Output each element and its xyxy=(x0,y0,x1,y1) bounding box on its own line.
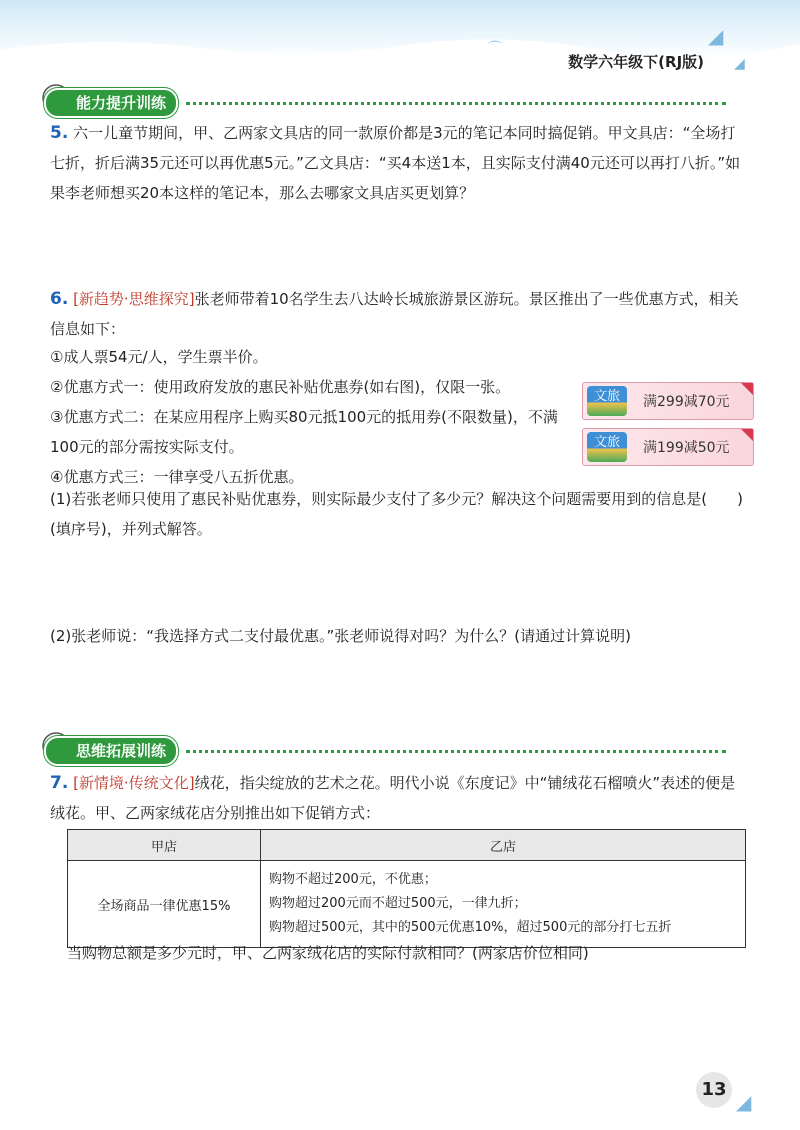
question-number: 6. xyxy=(50,289,69,309)
question-number: 5. xyxy=(50,123,69,143)
section-heading-thinking xyxy=(44,736,726,766)
question-6-intro xyxy=(50,284,750,344)
culture-tourism-icon: 文旅 xyxy=(587,386,627,416)
info-item: ④优惠方式三：一律享受八五折优惠。 xyxy=(50,468,304,486)
info-item: ②优惠方式一：使用政府发放的惠民补贴优惠券(如右图)，仅限一张。 xyxy=(50,378,511,396)
page-header-title: 数学六年级下(RJ版) xyxy=(568,53,704,71)
dotted-divider xyxy=(186,750,726,753)
dolphin-icon: ◢ xyxy=(736,1090,752,1114)
question-tag: [新趋势·思维探究] xyxy=(73,290,195,308)
dolphin-icon: ◢ xyxy=(734,56,745,72)
question-6-items xyxy=(50,342,570,492)
question-text: 张老师带着10名学生去八达岭长城旅游景区游玩。景区推出了一些优惠方式，相关信息如下： xyxy=(50,290,739,338)
question-6-part-1: (1)若张老师只使用了惠民补贴优惠券，则实际最少支付了多少元？解决这个问题需要用到的信息是( )(填序号)，并列式解答。 xyxy=(50,490,743,538)
coupon-text: 满299减70元 xyxy=(643,394,730,410)
info-item: ③优惠方式二：在某应用程序上购买80元抵100元的抵用券(不限数量)，不满100元的部分需按实际支付。 xyxy=(50,408,558,456)
section-title: 能力提升训练 xyxy=(44,88,178,118)
question-6-part-2: (2)张老师说：“我选择方式二支付最优惠。”张老师说得对吗？为什么？(请通过计算说明) xyxy=(50,627,631,645)
culture-tourism-icon: 文旅 xyxy=(587,432,627,462)
table-cell xyxy=(261,861,746,948)
question-7-ask: 当购物总额是多少元时，甲、乙两家绒花店的实际付款相同？(两家店价位相同) xyxy=(67,944,589,962)
coupon-text: 满199减50元 xyxy=(643,440,730,456)
coupon-card xyxy=(582,382,754,420)
coupon-card xyxy=(582,428,754,466)
question-5 xyxy=(50,118,750,208)
table-header: 甲店 xyxy=(68,830,261,861)
dolphin-icon: ◢ xyxy=(708,24,724,48)
promotion-table xyxy=(67,829,746,948)
coupon-corner xyxy=(741,383,753,395)
table-header-row xyxy=(68,830,746,861)
promo-rule: 购物不超过200元，不优惠； xyxy=(269,872,437,887)
table-row xyxy=(68,861,746,948)
question-number: 7. xyxy=(50,773,69,793)
promo-rule: 购物超过500元，其中的500元优惠10%，超过500元的部分打七五折 xyxy=(269,920,672,935)
question-text: 六一儿童节期间，甲、乙两家文具店的同一款原价都是3元的笔记本同时搞促销。甲文具店：“全场打七折，折后满35元还可以再优惠5元。”乙文具店：“买4本送1本，且实际支付满40元还可以再打八折。”如果李老师想买20本这样的笔记本，那么去哪家文具店买更划算？ xyxy=(50,124,741,202)
info-item: ①成人票54元/人，学生票半价。 xyxy=(50,348,268,366)
coupon-corner xyxy=(741,429,753,441)
section-title: 思维拓展训练 xyxy=(44,736,178,766)
section-heading-ability xyxy=(44,88,726,118)
table-header: 乙店 xyxy=(261,830,746,861)
question-text: 绒花，指尖绽放的艺术之花。明代小说《东度记》中“铺绒花石榴喷火”表述的便是绒花。甲、乙两家绒花店分别推出如下促销方式： xyxy=(50,774,736,822)
question-tag: [新情境·传统文化] xyxy=(73,774,195,792)
question-7 xyxy=(50,768,750,828)
dotted-divider xyxy=(186,102,726,105)
promo-rule: 购物超过200元而不超过500元，一律九折； xyxy=(269,896,527,911)
table-cell: 全场商品一律优惠15% xyxy=(68,861,261,948)
page-number: 13 xyxy=(696,1072,732,1108)
bird-icon: ⌒ xyxy=(488,41,502,57)
